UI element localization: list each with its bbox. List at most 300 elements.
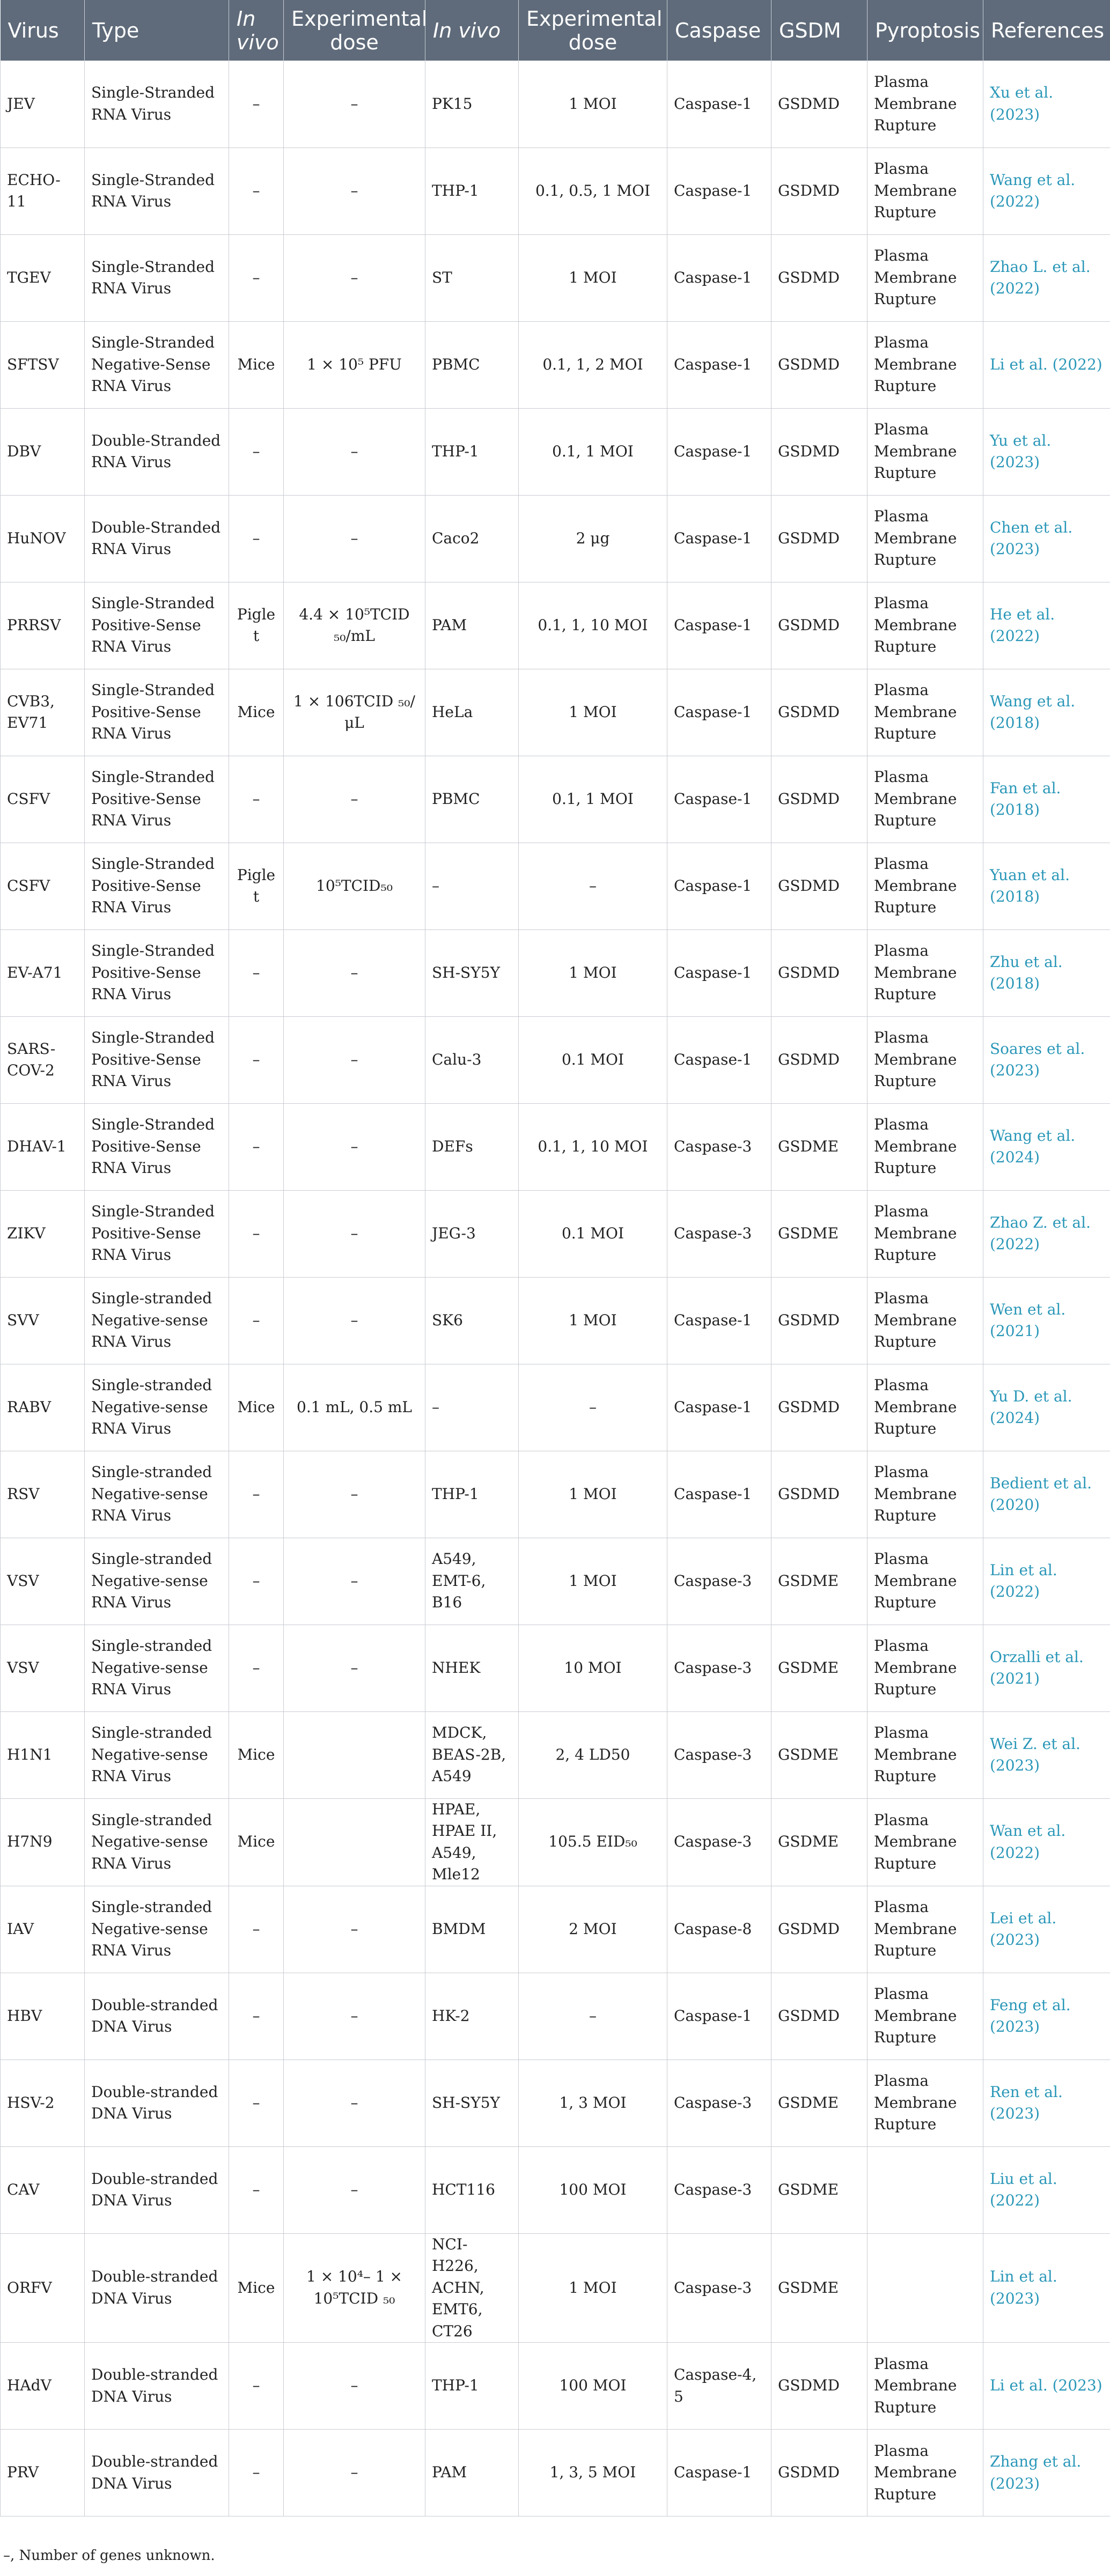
cell-in-vivo-dose: –	[284, 1538, 425, 1625]
cell-in-vivo-dose: –	[284, 61, 425, 147]
cell-caspase: Caspase-3	[667, 1538, 771, 1625]
cell-reference[interactable]: Lin et al. (2022)	[983, 1538, 1110, 1625]
cell-in-vitro-dose: 1 MOI	[519, 2233, 667, 2343]
cell-virus: IAV	[1, 1886, 85, 1973]
cell-in-vivo-host: –	[229, 1973, 284, 2060]
cell-in-vivo-host: Mice	[229, 1798, 284, 1886]
cell-type: Single-stranded Negative-sense RNA Virus	[85, 1711, 229, 1798]
cell-type: Double-stranded DNA Virus	[85, 2233, 229, 2343]
cell-in-vitro-dose: 0.1, 1, 2 MOI	[519, 321, 667, 408]
cell-pyroptosis: Plasma Membrane Rupture	[868, 1711, 983, 1798]
cell-in-vitro-dose: 0.1, 1, 10 MOI	[519, 582, 667, 669]
cell-in-vivo-dose: 1 × 106TCID ₅₀/μL	[284, 669, 425, 756]
cell-type: Double-Stranded RNA Virus	[85, 495, 229, 582]
cell-gsdm: GSDME	[771, 2060, 868, 2146]
cell-in-vitro-dose: 1 MOI	[519, 61, 667, 147]
cell-type: Single-stranded Negative-sense RNA Virus	[85, 1364, 229, 1451]
cell-pyroptosis: Plasma Membrane Rupture	[868, 756, 983, 843]
cell-caspase: Caspase-1	[667, 234, 771, 321]
cell-caspase: Caspase-1	[667, 843, 771, 929]
cell-in-vivo-dose: –	[284, 234, 425, 321]
cell-in-vivo-dose: –	[284, 1103, 425, 1190]
cell-in-vitro-dose: 105.5 EID₅₀	[519, 1798, 667, 1886]
cell-reference[interactable]: Ren et al. (2023)	[983, 2060, 1110, 2146]
table-row	[1, 1973, 1110, 2060]
cell-in-vivo-dose: –	[284, 2060, 425, 2146]
cell-virus: PRRSV	[1, 582, 85, 669]
table-row	[1, 321, 1110, 408]
cell-in-vitro-line: –	[425, 843, 519, 929]
cell-in-vitro-line: PAM	[425, 2430, 519, 2516]
cell-type: Double-stranded DNA Virus	[85, 2146, 229, 2233]
cell-virus: ZIKV	[1, 1190, 85, 1277]
cell-reference[interactable]: Lin et al. (2023)	[983, 2233, 1110, 2343]
cell-type: Single-Stranded RNA Virus	[85, 234, 229, 321]
cell-in-vitro-line: ST	[425, 234, 519, 321]
table-row	[1, 234, 1110, 321]
cell-in-vitro-dose: 0.1, 1 MOI	[519, 756, 667, 843]
cell-in-vitro-line: NHEK	[425, 1625, 519, 1711]
cell-pyroptosis: Plasma Membrane Rupture	[868, 61, 983, 147]
table-row	[1, 1103, 1110, 1190]
cell-in-vivo-host: –	[229, 756, 284, 843]
cell-virus: SARS-COV-2	[1, 1016, 85, 1103]
cell-in-vivo-host: –	[229, 1886, 284, 1973]
cell-gsdm: GSDMD	[771, 1016, 868, 1103]
cell-caspase: Caspase-1	[667, 321, 771, 408]
cell-in-vivo-host: –	[229, 1625, 284, 1711]
header-in-vivo: In vivo	[229, 0, 284, 61]
cell-in-vitro-line: HK-2	[425, 1973, 519, 2060]
cell-type: Single-stranded Negative-sense RNA Virus	[85, 1277, 229, 1364]
cell-virus: CSFV	[1, 756, 85, 843]
cell-caspase: Caspase-3	[667, 1190, 771, 1277]
cell-pyroptosis: Plasma Membrane Rupture	[868, 1973, 983, 2060]
cell-in-vivo-host: –	[229, 147, 284, 234]
cell-caspase: Caspase-3	[667, 2146, 771, 2233]
cell-in-vivo-dose: –	[284, 2146, 425, 2233]
cell-type: Single-stranded Negative-sense RNA Virus	[85, 1538, 229, 1625]
cell-in-vitro-dose: 10 MOI	[519, 1625, 667, 1711]
cell-pyroptosis: Plasma Membrane Rupture	[868, 1190, 983, 1277]
cell-virus: ORFV	[1, 2233, 85, 2343]
cell-in-vitro-dose: –	[519, 1973, 667, 2060]
table-row	[1, 1711, 1110, 1798]
cell-in-vitro-line: SK6	[425, 1277, 519, 1364]
cell-in-vitro-dose: 0.1, 1 MOI	[519, 408, 667, 495]
cell-in-vivo-host: Mice	[229, 2233, 284, 2343]
cell-type: Single-Stranded Positive-Sense RNA Virus	[85, 756, 229, 843]
cell-reference[interactable]: Zhao L. et al. (2022)	[983, 234, 1110, 321]
header-experimental-dose-vitro: Experimental dose	[519, 0, 667, 61]
cell-virus: HAdV	[1, 2343, 85, 2430]
cell-in-vitro-dose: 1, 3 MOI	[519, 2060, 667, 2146]
cell-virus: EV-A71	[1, 929, 85, 1016]
cell-gsdm: GSDMD	[771, 843, 868, 929]
cell-in-vivo-host: –	[229, 2060, 284, 2146]
cell-caspase: Caspase-1	[667, 1973, 771, 2060]
cell-in-vivo-dose: –	[284, 495, 425, 582]
cell-caspase: Caspase-1	[667, 929, 771, 1016]
cell-gsdm: GSDMD	[771, 2430, 868, 2516]
cell-reference[interactable]: He et al. (2022)	[983, 582, 1110, 669]
cell-reference[interactable]: Li et al. (2023)	[983, 2343, 1110, 2430]
cell-reference[interactable]: Wang et al. (2018)	[983, 669, 1110, 756]
cell-virus: H7N9	[1, 1798, 85, 1886]
cell-in-vivo-host: –	[229, 2146, 284, 2233]
cell-caspase: Caspase-1	[667, 2430, 771, 2516]
cell-virus: HBV	[1, 1973, 85, 2060]
cell-pyroptosis: Plasma Membrane Rupture	[868, 2430, 983, 2516]
cell-caspase: Caspase-1	[667, 147, 771, 234]
cell-gsdm: GSDMD	[771, 321, 868, 408]
table-row	[1, 582, 1110, 669]
cell-type: Double-stranded DNA Virus	[85, 2060, 229, 2146]
cell-in-vitro-line: BMDM	[425, 1886, 519, 1973]
cell-in-vivo-dose: –	[284, 2343, 425, 2430]
table-body	[1, 61, 1110, 2516]
cell-virus: HSV-2	[1, 2060, 85, 2146]
cell-pyroptosis: Plasma Membrane Rupture	[868, 929, 983, 1016]
table-row	[1, 1538, 1110, 1625]
cell-reference[interactable]: Zhu et al. (2018)	[983, 929, 1110, 1016]
cell-reference[interactable]: Wan et al. (2022)	[983, 1798, 1110, 1886]
cell-pyroptosis: Plasma Membrane Rupture	[868, 234, 983, 321]
header-gsdm: GSDM	[771, 0, 868, 61]
cell-gsdm: GSDME	[771, 2233, 868, 2343]
cell-in-vivo-host: –	[229, 1190, 284, 1277]
cell-in-vivo-dose: –	[284, 1886, 425, 1973]
cell-gsdm: GSDMD	[771, 929, 868, 1016]
cell-caspase: Caspase-1	[667, 61, 771, 147]
cell-type: Single-Stranded Positive-Sense RNA Virus	[85, 843, 229, 929]
table-row	[1, 1798, 1110, 1886]
cell-in-vivo-host: Mice	[229, 321, 284, 408]
cell-in-vitro-line: SH-SY5Y	[425, 929, 519, 1016]
cell-in-vitro-line: SH-SY5Y	[425, 2060, 519, 2146]
cell-in-vitro-line: Caco2	[425, 495, 519, 582]
header-caspase: Caspase	[667, 0, 771, 61]
cell-in-vivo-dose: –	[284, 1190, 425, 1277]
cell-pyroptosis: Plasma Membrane Rupture	[868, 843, 983, 929]
table-row	[1, 408, 1110, 495]
cell-reference[interactable]: Fan et al. (2018)	[983, 756, 1110, 843]
cell-caspase: Caspase-3	[667, 1625, 771, 1711]
table-row	[1, 1625, 1110, 1711]
cell-in-vivo-host: –	[229, 1277, 284, 1364]
cell-in-vitro-dose: 100 MOI	[519, 2146, 667, 2233]
cell-in-vitro-dose: –	[519, 843, 667, 929]
cell-caspase: Caspase-1	[667, 1451, 771, 1538]
cell-reference[interactable]: Wang et al. (2022)	[983, 147, 1110, 234]
cell-in-vitro-dose: –	[519, 1364, 667, 1451]
cell-in-vivo-dose: 1 × 10⁵ PFU	[284, 321, 425, 408]
cell-in-vivo-host: –	[229, 234, 284, 321]
cell-gsdm: GSDMD	[771, 582, 868, 669]
table-footnote: –, Number of genes unknown.	[3, 2548, 215, 2564]
cell-gsdm: GSDMD	[771, 495, 868, 582]
cell-virus: TGEV	[1, 234, 85, 321]
header-type: Type	[85, 0, 229, 61]
cell-gsdm: GSDME	[771, 1798, 868, 1886]
cell-reference[interactable]: Orzalli et al. (2021)	[983, 1625, 1110, 1711]
table-row	[1, 1364, 1110, 1451]
cell-pyroptosis	[868, 2233, 983, 2343]
cell-reference[interactable]: Wei Z. et al. (2023)	[983, 1711, 1110, 1798]
cell-virus: CSFV	[1, 843, 85, 929]
cell-in-vivo-host: –	[229, 1538, 284, 1625]
cell-type: Double-stranded DNA Virus	[85, 2430, 229, 2516]
cell-type: Double-Stranded RNA Virus	[85, 408, 229, 495]
table-row	[1, 2060, 1110, 2146]
table-row	[1, 147, 1110, 234]
cell-virus: JEV	[1, 61, 85, 147]
cell-pyroptosis: Plasma Membrane Rupture	[868, 408, 983, 495]
cell-in-vivo-host: Piglet	[229, 582, 284, 669]
cell-in-vivo-host: –	[229, 1016, 284, 1103]
cell-in-vitro-line: HPAE, HPAE II, A549, Mle12	[425, 1798, 519, 1886]
cell-virus: HuNOV	[1, 495, 85, 582]
cell-in-vivo-dose: 1 × 10⁴– 1 × 10⁵TCID ₅₀	[284, 2233, 425, 2343]
cell-pyroptosis: Plasma Membrane Rupture	[868, 1277, 983, 1364]
cell-reference[interactable]: Yu et al. (2023)	[983, 408, 1110, 495]
cell-in-vitro-line: THP-1	[425, 2343, 519, 2430]
cell-type: Double-stranded DNA Virus	[85, 1973, 229, 2060]
cell-caspase: Caspase-1	[667, 1277, 771, 1364]
cell-reference[interactable]: Chen et al. (2023)	[983, 495, 1110, 582]
cell-in-vitro-dose: 100 MOI	[519, 2343, 667, 2430]
cell-in-vitro-dose: 1 MOI	[519, 234, 667, 321]
cell-in-vivo-dose: –	[284, 1451, 425, 1538]
cell-pyroptosis: Plasma Membrane Rupture	[868, 1451, 983, 1538]
cell-gsdm: GSDMD	[771, 234, 868, 321]
cell-in-vivo-dose: –	[284, 929, 425, 1016]
cell-virus: CAV	[1, 2146, 85, 2233]
cell-in-vitro-line: NCI-H226, ACHN, EMT6, CT26	[425, 2233, 519, 2343]
cell-in-vitro-line: PK15	[425, 61, 519, 147]
cell-reference[interactable]: Li et al. (2022)	[983, 321, 1110, 408]
cell-reference[interactable]: Liu et al. (2022)	[983, 2146, 1110, 2233]
cell-pyroptosis: Plasma Membrane Rupture	[868, 669, 983, 756]
table-row	[1, 669, 1110, 756]
cell-in-vivo-host: –	[229, 61, 284, 147]
cell-in-vitro-line: DEFs	[425, 1103, 519, 1190]
cell-gsdm: GSDMD	[771, 408, 868, 495]
cell-in-vivo-host: Mice	[229, 1711, 284, 1798]
cell-pyroptosis: Plasma Membrane Rupture	[868, 582, 983, 669]
cell-type: Single-stranded Negative-sense RNA Virus	[85, 1625, 229, 1711]
cell-virus: VSV	[1, 1625, 85, 1711]
cell-in-vivo-dose: –	[284, 1277, 425, 1364]
cell-type: Single-Stranded Positive-Sense RNA Virus	[85, 929, 229, 1016]
cell-in-vivo-host: –	[229, 1103, 284, 1190]
table-row	[1, 1016, 1110, 1103]
cell-pyroptosis: Plasma Membrane Rupture	[868, 495, 983, 582]
cell-in-vitro-line: HCT116	[425, 2146, 519, 2233]
cell-in-vitro-line: THP-1	[425, 1451, 519, 1538]
cell-in-vivo-dose: –	[284, 1625, 425, 1711]
cell-caspase: Caspase-1	[667, 408, 771, 495]
cell-gsdm: GSDMD	[771, 61, 868, 147]
cell-caspase: Caspase-1	[667, 1016, 771, 1103]
cell-gsdm: GSDMD	[771, 669, 868, 756]
cell-gsdm: GSDMD	[771, 1364, 868, 1451]
cell-gsdm: GSDMD	[771, 1277, 868, 1364]
cell-in-vitro-line: Calu-3	[425, 1016, 519, 1103]
cell-virus: RABV	[1, 1364, 85, 1451]
table-row	[1, 1451, 1110, 1538]
cell-pyroptosis: Plasma Membrane Rupture	[868, 1798, 983, 1886]
cell-in-vitro-dose: 0.1 MOI	[519, 1190, 667, 1277]
cell-in-vivo-host: Mice	[229, 1364, 284, 1451]
cell-caspase: Caspase-4, 5	[667, 2343, 771, 2430]
cell-in-vivo-dose: 0.1 mL, 0.5 mL	[284, 1364, 425, 1451]
cell-caspase: Caspase-1	[667, 495, 771, 582]
cell-caspase: Caspase-8	[667, 1886, 771, 1973]
cell-reference[interactable]: Wang et al. (2024)	[983, 1103, 1110, 1190]
cell-in-vivo-host: –	[229, 929, 284, 1016]
cell-type: Single-Stranded Positive-Sense RNA Virus	[85, 1016, 229, 1103]
cell-in-vitro-dose: 0.1, 0.5, 1 MOI	[519, 147, 667, 234]
cell-type: Single-stranded Negative-sense RNA Virus	[85, 1886, 229, 1973]
table-row	[1, 1886, 1110, 1973]
cell-type: Double-stranded DNA Virus	[85, 2343, 229, 2430]
cell-caspase: Caspase-3	[667, 2060, 771, 2146]
cell-reference[interactable]: Zhang et al. (2023)	[983, 2430, 1110, 2516]
cell-reference[interactable]: Wen et al. (2021)	[983, 1277, 1110, 1364]
cell-pyroptosis: Plasma Membrane Rupture	[868, 1364, 983, 1451]
cell-in-vivo-dose	[284, 1711, 425, 1798]
header-in-vitro: In vivo	[425, 0, 519, 61]
cell-gsdm: GSDMD	[771, 756, 868, 843]
cell-in-vitro-dose: 2, 4 LD50	[519, 1711, 667, 1798]
table-row	[1, 756, 1110, 843]
cell-reference[interactable]: Xu et al. (2023)	[983, 61, 1110, 147]
header-references: References	[983, 0, 1110, 61]
cell-in-vivo-host: Mice	[229, 669, 284, 756]
cell-in-vivo-host: –	[229, 2430, 284, 2516]
cell-caspase: Caspase-1	[667, 582, 771, 669]
cell-in-vitro-line: PAM	[425, 582, 519, 669]
table-row	[1, 843, 1110, 929]
cell-in-vitro-dose: 2 μg	[519, 495, 667, 582]
cell-pyroptosis: Plasma Membrane Rupture	[868, 1886, 983, 1973]
cell-caspase: Caspase-3	[667, 1103, 771, 1190]
cell-in-vitro-line: MDCK, BEAS-2B, A549	[425, 1711, 519, 1798]
table-row	[1, 495, 1110, 582]
cell-in-vitro-line: THP-1	[425, 147, 519, 234]
cell-reference[interactable]: Soares et al. (2023)	[983, 1016, 1110, 1103]
cell-in-vitro-dose: 1 MOI	[519, 929, 667, 1016]
cell-in-vitro-dose: 0.1, 1, 10 MOI	[519, 1103, 667, 1190]
table-row	[1, 929, 1110, 1016]
cell-gsdm: GSDME	[771, 1625, 868, 1711]
cell-in-vitro-line: PBMC	[425, 321, 519, 408]
cell-pyroptosis: Plasma Membrane Rupture	[868, 2343, 983, 2430]
cell-caspase: Caspase-1	[667, 669, 771, 756]
cell-caspase: Caspase-3	[667, 2233, 771, 2343]
cell-in-vitro-dose: 1 MOI	[519, 669, 667, 756]
cell-caspase: Caspase-3	[667, 1711, 771, 1798]
cell-in-vitro-dose: 1, 3, 5 MOI	[519, 2430, 667, 2516]
cell-in-vivo-dose: –	[284, 756, 425, 843]
cell-gsdm: GSDME	[771, 2146, 868, 2233]
header-row	[1, 0, 1110, 61]
cell-pyroptosis: Plasma Membrane Rupture	[868, 1625, 983, 1711]
cell-gsdm: GSDMD	[771, 1886, 868, 1973]
cell-in-vivo-dose: 4.4 × 10⁵TCID ₅₀/mL	[284, 582, 425, 669]
cell-pyroptosis: Plasma Membrane Rupture	[868, 321, 983, 408]
cell-in-vivo-dose	[284, 1798, 425, 1886]
cell-in-vitro-line: HeLa	[425, 669, 519, 756]
cell-virus: VSV	[1, 1538, 85, 1625]
cell-virus: PRV	[1, 2430, 85, 2516]
table-row	[1, 2430, 1110, 2516]
cell-type: Single-Stranded Positive-Sense RNA Virus	[85, 669, 229, 756]
cell-gsdm: GSDMD	[771, 1973, 868, 2060]
cell-pyroptosis	[868, 2146, 983, 2233]
cell-pyroptosis: Plasma Membrane Rupture	[868, 1103, 983, 1190]
cell-type: Single-stranded Negative-sense RNA Virus	[85, 1798, 229, 1886]
cell-in-vitro-line: THP-1	[425, 408, 519, 495]
cell-gsdm: GSDME	[771, 1190, 868, 1277]
cell-reference[interactable]: Bedient et al. (2020)	[983, 1451, 1110, 1538]
cell-type: Single-Stranded RNA Virus	[85, 61, 229, 147]
cell-reference[interactable]: Yu D. et al. (2024)	[983, 1364, 1110, 1451]
cell-type: Single-Stranded Negative-Sense RNA Virus	[85, 321, 229, 408]
cell-in-vivo-host: Piglet	[229, 843, 284, 929]
table-row	[1, 2343, 1110, 2430]
cell-caspase: Caspase-1	[667, 756, 771, 843]
cell-virus: SFTSV	[1, 321, 85, 408]
cell-reference[interactable]: Feng et al. (2023)	[983, 1973, 1110, 2060]
header-virus: Virus	[1, 0, 85, 61]
table-row	[1, 61, 1110, 147]
cell-pyroptosis: Plasma Membrane Rupture	[868, 1538, 983, 1625]
cell-in-vitro-line: –	[425, 1364, 519, 1451]
cell-virus: DBV	[1, 408, 85, 495]
cell-reference[interactable]: Lei et al. (2023)	[983, 1886, 1110, 1973]
cell-type: Single-Stranded Positive-Sense RNA Virus	[85, 1103, 229, 1190]
cell-type: Single-Stranded Positive-Sense RNA Virus	[85, 582, 229, 669]
cell-in-vitro-dose: 1 MOI	[519, 1451, 667, 1538]
cell-in-vitro-dose: 1 MOI	[519, 1277, 667, 1364]
cell-type: Single-Stranded Positive-Sense RNA Virus	[85, 1190, 229, 1277]
cell-caspase: Caspase-3	[667, 1798, 771, 1886]
header-experimental-dose-vivo: Experimental dose	[284, 0, 425, 61]
cell-in-vitro-dose: 2 MOI	[519, 1886, 667, 1973]
cell-reference[interactable]: Yuan et al. (2018)	[983, 843, 1110, 929]
cell-in-vivo-host: –	[229, 495, 284, 582]
cell-in-vivo-dose: –	[284, 1016, 425, 1103]
cell-in-vivo-dose: –	[284, 1973, 425, 2060]
cell-in-vitro-line: PBMC	[425, 756, 519, 843]
cell-in-vitro-dose: 1 MOI	[519, 1538, 667, 1625]
cell-in-vitro-dose: 0.1 MOI	[519, 1016, 667, 1103]
cell-in-vivo-host: –	[229, 408, 284, 495]
table-row	[1, 2146, 1110, 2233]
table-row	[1, 1277, 1110, 1364]
cell-gsdm: GSDMD	[771, 1451, 868, 1538]
cell-in-vivo-dose: –	[284, 408, 425, 495]
cell-virus: H1N1	[1, 1711, 85, 1798]
table-row	[1, 1190, 1110, 1277]
cell-in-vivo-host: –	[229, 1451, 284, 1538]
cell-in-vivo-host: –	[229, 2343, 284, 2430]
cell-gsdm: GSDME	[771, 1538, 868, 1625]
cell-reference[interactable]: Zhao Z. et al. (2022)	[983, 1190, 1110, 1277]
cell-caspase: Caspase-1	[667, 1364, 771, 1451]
